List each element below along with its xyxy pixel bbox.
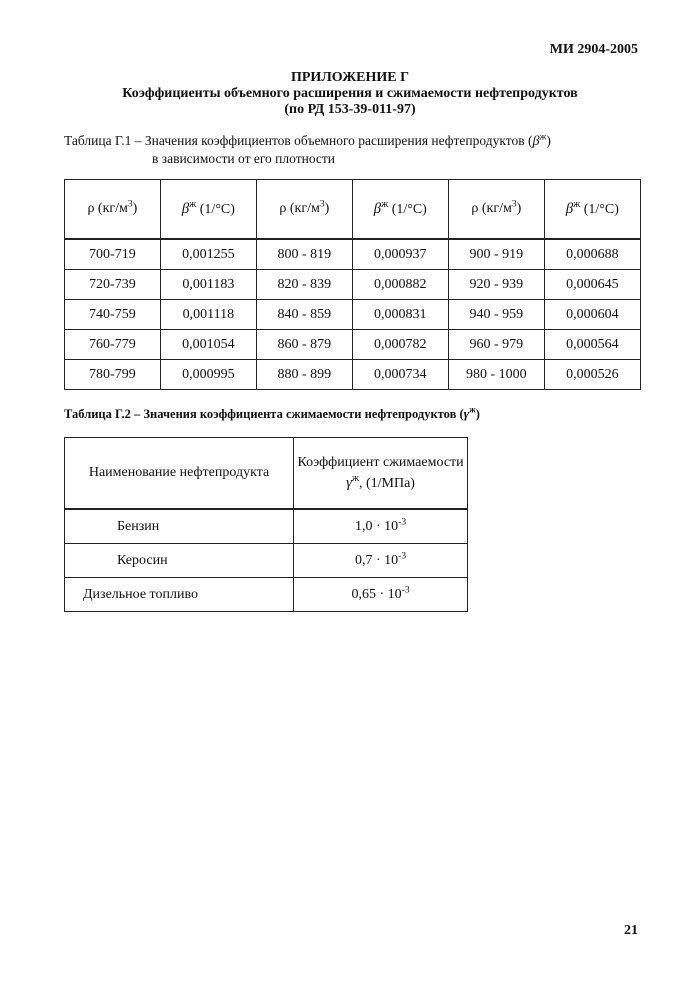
gamma-symbol: $\gamma^ж$ — [463, 404, 476, 421]
table-row — [65, 360, 641, 390]
beta-value-cell: 0,001118 — [160, 300, 256, 330]
beta-value-cell: 0,000882 — [352, 270, 448, 300]
density-range-cell: 800 - 819 — [257, 239, 353, 270]
density-range-cell: 720-739 — [65, 270, 161, 300]
beta-value-cell: 0,001183 — [160, 270, 256, 300]
compressibility-header: Коэффициент сжимаемости $\gamma^ж$, (1/МПа) — [294, 438, 468, 510]
appendix-source: (по РД 153-39-011-97) — [284, 102, 416, 117]
expansion-coefficients-table — [64, 179, 641, 390]
density-range-cell: 900 - 919 — [448, 239, 544, 270]
beta-symbol: $\beta^ж$ — [532, 131, 547, 149]
beta-value-cell: 0,000782 — [352, 330, 448, 360]
compressibility-value-cell: $0,65 \cdot 10^{-3}$ — [294, 578, 468, 612]
table-row — [65, 509, 468, 544]
compressibility-value-cell: $0,7 \cdot 10^{-3}$ — [294, 544, 468, 578]
density-range-cell: 780-799 — [65, 360, 161, 390]
product-name-cell: Бензин — [65, 509, 294, 544]
beta-value-cell: 0,000831 — [352, 300, 448, 330]
table-row — [65, 578, 468, 612]
beta-value-cell: 0,000688 — [544, 239, 640, 270]
density-range-cell: 700-719 — [65, 239, 161, 270]
density-range-cell: 840 - 859 — [257, 300, 353, 330]
table1-header-row — [65, 180, 641, 240]
density-header: ρ $(кг/м^3)$ — [448, 180, 544, 240]
beta-header: $\beta^ж$ (1/°C) — [160, 180, 256, 240]
density-range-cell: 860 - 879 — [257, 330, 353, 360]
beta-value-cell: 0,000526 — [544, 360, 640, 390]
beta-header: $\beta^ж$ (1/°C) — [352, 180, 448, 240]
beta-value-cell: 0,000937 — [352, 239, 448, 270]
table-row — [65, 239, 641, 270]
density-range-cell: 920 - 939 — [448, 270, 544, 300]
table2-header-row — [65, 438, 468, 510]
beta-value-cell: 0,000995 — [160, 360, 256, 390]
beta-value-cell: 0,001255 — [160, 239, 256, 270]
appendix-label: ПРИЛОЖЕНИЕ Г — [290, 70, 409, 85]
table1-caption-line2: в зависимости от его плотности — [152, 151, 336, 166]
compressibility-value-cell: $1,0 \cdot 10^{-3}$ — [294, 509, 468, 544]
product-name-header: Наименование нефтепродукта — [65, 438, 294, 510]
table-row — [65, 300, 641, 330]
beta-value-cell: 0,000604 — [544, 300, 640, 330]
table-row — [65, 270, 641, 300]
beta-value-cell: 0,000645 — [544, 270, 640, 300]
density-range-cell: 980 - 1000 — [448, 360, 544, 390]
density-range-cell: 940 - 959 — [448, 300, 544, 330]
table2-caption-text: Таблица Г.2 – Значения коэффициента сжимаемости нефтепродуктов ( — [64, 407, 464, 421]
beta-value-cell: 0,000564 — [544, 330, 640, 360]
density-range-cell: 740-759 — [65, 300, 161, 330]
density-range-cell: 880 - 899 — [257, 360, 353, 390]
beta-value-cell: 0,001054 — [160, 330, 256, 360]
appendix-title: Коэффициенты объемного расширения и сжимаемости нефтепродуктов — [122, 86, 578, 101]
density-range-cell: 760-779 — [65, 330, 161, 360]
beta-value-cell: 0,000734 — [352, 360, 448, 390]
density-range-cell: 820 - 839 — [257, 270, 353, 300]
beta-header: $\beta^ж$ (1/°C) — [544, 180, 640, 240]
table1-caption: Таблица Г.1 – Значения коэффициентов объемного расширения нефтепродуктов $(\beta^ж)$ — [64, 131, 551, 149]
table2-caption: Таблица Г.2 – Значения коэффициента сжимаемости нефтепродуктов $(\gamma^ж)$ — [64, 404, 480, 421]
document-code: МИ 2904-2005 — [549, 42, 638, 57]
density-header: ρ $(кг/м^3)$ — [65, 180, 161, 240]
product-name-cell: Дизельное топливо — [65, 578, 294, 612]
appendix-heading — [0, 70, 700, 118]
density-range-cell: 960 - 979 — [448, 330, 544, 360]
product-name-cell: Керосин — [65, 544, 294, 578]
table-row — [65, 330, 641, 360]
page-number: 21 — [624, 923, 638, 938]
table-row — [65, 544, 468, 578]
table1-caption-text: Таблица Г.1 – Значения коэффициентов объемного расширения нефтепродуктов ( — [64, 133, 533, 148]
compressibility-table — [64, 437, 468, 612]
density-header: ρ $(кг/м^3)$ — [257, 180, 353, 240]
